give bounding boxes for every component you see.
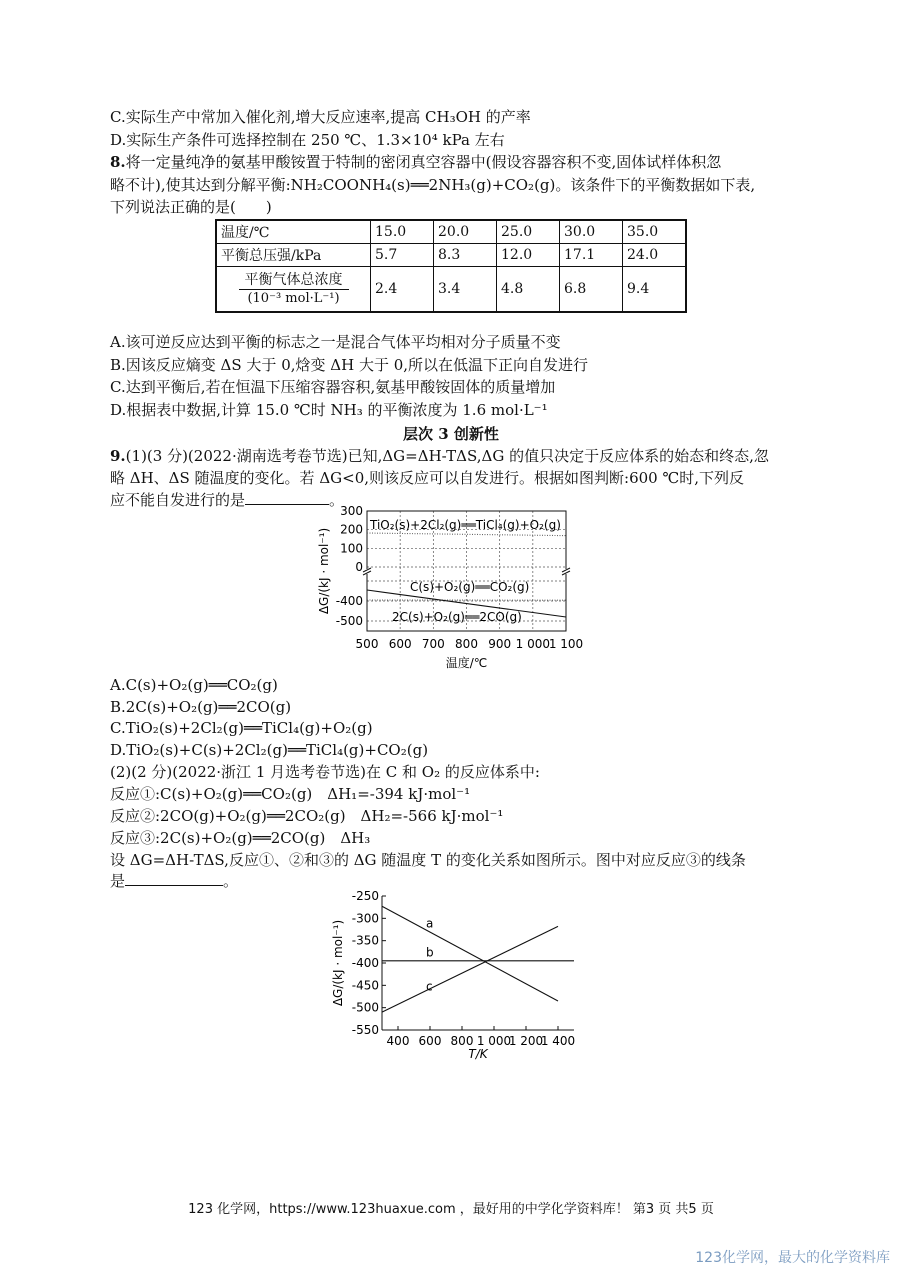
y-tick-label: -300	[351, 911, 379, 926]
answer-blank[interactable]	[125, 871, 223, 886]
series-label: 2C(s)+O₂(g)══2CO(g)	[392, 610, 522, 624]
question-9-option-b: B.2C(s)+O₂(g)══2CO(g)	[110, 698, 292, 716]
question-8-option-b: B.因该反应熵变 ΔS 大于 0,焓变 ΔH 大于 0,所以在低温下正向自发进行	[110, 356, 589, 374]
table-cell: 4.8	[497, 267, 560, 313]
series-label: b	[426, 945, 434, 960]
table-row	[216, 244, 686, 267]
watermark: 123化学网，最大的化学资料库	[695, 1250, 890, 1266]
y-tick-label: -350	[351, 933, 379, 948]
y-axis-title: ΔG/(kJ · mol⁻¹)	[317, 527, 331, 615]
question-number: 9.	[110, 447, 126, 465]
x-tick-label: 400	[386, 1034, 410, 1048]
option-c-line: C.实际生产中常加入催化剂,增大反应速率,提高 CH₃OH 的产率	[110, 108, 531, 126]
table-cell: 6.8	[560, 267, 623, 313]
x-tick-label: 700	[421, 637, 445, 651]
table-row-label: 平衡总压强/kPa	[216, 244, 371, 267]
table-cell: 3.4	[434, 267, 497, 313]
question-text: 是	[110, 872, 126, 890]
punctuation: 。	[223, 872, 239, 890]
delta-g-kelvin-chart	[326, 888, 586, 1060]
series-line	[382, 906, 558, 1001]
question-9-option-d: D.TiO₂(s)+C(s)+2Cl₂(g)══TiCl₄(g)+CO₂(g)	[110, 741, 429, 759]
question-9-line-1	[110, 446, 769, 466]
table-row-label	[216, 267, 371, 313]
delta-g-temperature-chart	[312, 503, 602, 675]
table-cell: 9.4	[623, 267, 687, 313]
x-tick-label: 800	[455, 637, 478, 651]
fraction-label	[239, 271, 349, 308]
table-cell: 35.0	[623, 220, 687, 244]
series-label: TiO₂(s)+2Cl₂(g)══TiCl₄(g)+O₂(g)	[370, 518, 561, 533]
x-tick-label: 1 000	[476, 1034, 512, 1048]
y-tick-label: 300	[340, 504, 363, 518]
table-cell: 20.0	[434, 220, 497, 244]
option-d-line: D.实际生产条件可选择控制在 250 ℃、1.3×10⁴ kPa 左右	[110, 131, 505, 149]
x-tick-label: 1 200	[508, 1034, 544, 1048]
table-row	[216, 220, 686, 244]
table-cell: 8.3	[434, 244, 497, 267]
question-9-line-3	[110, 490, 344, 510]
punctuation: 。	[329, 491, 345, 509]
table-cell: 2.4	[371, 267, 434, 313]
question-text: 将一定量纯净的氨基甲酸铵置于特制的密闭真空容器中(假设容器容积不变,固体试样体积忽	[125, 153, 722, 171]
table-row	[216, 267, 686, 313]
series-label: a	[426, 916, 434, 931]
reaction-1: 反应①:C(s)+O₂(g)══CO₂(g) ΔH₁=-394 kJ·mol⁻¹	[110, 785, 471, 803]
y-tick-label: -500	[351, 1000, 379, 1015]
reaction-3: 反应③:2C(s)+O₂(g)══2CO(g) ΔH₃	[110, 829, 371, 847]
chart-series	[382, 906, 574, 1012]
series-line	[382, 926, 558, 1012]
x-tick-label: 900	[488, 637, 512, 651]
question-text: 应不能自发进行的是	[110, 491, 246, 509]
fraction-numerator: 平衡气体总浓度	[239, 271, 349, 290]
question-8-option-d: D.根据表中数据,计算 15.0 ℃时 NH₃ 的平衡浓度为 1.6 mol·L⁻¹	[110, 401, 548, 419]
series-label: C(s)+O₂(g)══CO₂(g)	[410, 580, 530, 594]
question-9-line-2: 略 ΔH、ΔS 随温度的变化。若 ΔG<0,则该反应可以自发进行。根据如图判断:600 ℃时,下列反	[110, 469, 745, 487]
table-row-label: 温度/℃	[216, 220, 371, 244]
table-cell: 15.0	[371, 220, 434, 244]
chart-labels	[317, 504, 583, 670]
question-8-line-3: 下列说法正确的是( )	[110, 198, 272, 216]
equilibrium-data-table	[215, 219, 687, 313]
question-8-option-a: A.该可逆反应达到平衡的标志之一是混合气体平均相对分子质量不变	[110, 333, 561, 351]
table-cell: 30.0	[560, 220, 623, 244]
question-9-option-a: A.C(s)+O₂(g)══CO₂(g)	[110, 676, 278, 694]
x-axis-title: 温度/℃	[445, 656, 488, 670]
y-tick-label: -500	[335, 614, 363, 628]
y-tick-label: -250	[351, 889, 379, 903]
x-axis-title: T/K	[468, 1047, 488, 1060]
question-text: (1)(3 分)(2022·湖南选考卷节选)已知,ΔG=ΔH-TΔS,ΔG 的值只决定于反应体系的始态和终态,忽	[125, 447, 769, 465]
question-9-option-c: C.TiO₂(s)+2Cl₂(g)══TiCl₄(g)+O₂(g)	[110, 719, 373, 737]
y-tick-label: -400	[335, 594, 363, 608]
y-tick-label: 200	[340, 522, 363, 537]
section-heading: 层次 3 创新性	[403, 425, 499, 443]
table-cell: 12.0	[497, 244, 560, 267]
reaction-2: 反应②:2CO(g)+O₂(g)══2CO₂(g) ΔH₂=-566 kJ·mol⁻¹	[110, 807, 504, 825]
chart-axes	[382, 896, 574, 1030]
x-tick-label: 600	[418, 1034, 442, 1048]
question-8-line-2: 略不计),使其达到分解平衡:NH₂COONH₄(s)══2NH₃(g)+CO₂(g)。该条件下的平衡数据如下表,	[110, 176, 756, 194]
y-tick-label: 100	[340, 541, 363, 556]
table-cell: 5.7	[371, 244, 434, 267]
table-cell: 17.1	[560, 244, 623, 267]
x-tick-label: 600	[388, 637, 412, 651]
y-tick-label: 0	[355, 560, 363, 574]
x-tick-label: 1 400	[540, 1034, 576, 1048]
y-tick-label: -400	[351, 956, 379, 970]
question-number: 8.	[110, 153, 126, 171]
table-cell: 24.0	[623, 244, 687, 267]
table-cell: 25.0	[497, 220, 560, 244]
chart-labels	[331, 889, 575, 1060]
question-8-line-1	[110, 152, 721, 172]
question-9-setup: 设 ΔG=ΔH-TΔS,反应①、②和③的 ΔG 随温度 T 的变化关系如图所示。图中对应反应③的线条	[110, 851, 746, 869]
y-tick-label: -450	[351, 978, 379, 993]
page-footer: 123 化学网，https://www.123huaxue.com ，最好用的中学化学资料库！ 第3 页 共5 页	[188, 1202, 714, 1217]
x-tick-label: 800	[450, 1034, 474, 1048]
question-9-part-2: (2)(2 分)(2022·浙江 1 月选考卷节选)在 C 和 O₂ 的反应体系中:	[110, 763, 540, 781]
series-label: c	[426, 979, 433, 994]
x-tick-label: 1 000	[515, 637, 551, 651]
y-axis-title: ΔG/(kJ · mol⁻¹)	[331, 919, 345, 1007]
x-tick-label: 1 100	[548, 637, 584, 651]
y-tick-label: -550	[351, 1023, 379, 1037]
question-9-final	[110, 871, 238, 891]
x-tick-label: 500	[355, 637, 379, 651]
question-8-option-c: C.达到平衡后,若在恒温下压缩容器容积,氨基甲酸铵固体的质量增加	[110, 378, 556, 396]
fraction-denominator: (10⁻³ mol·L⁻¹)	[247, 290, 340, 306]
